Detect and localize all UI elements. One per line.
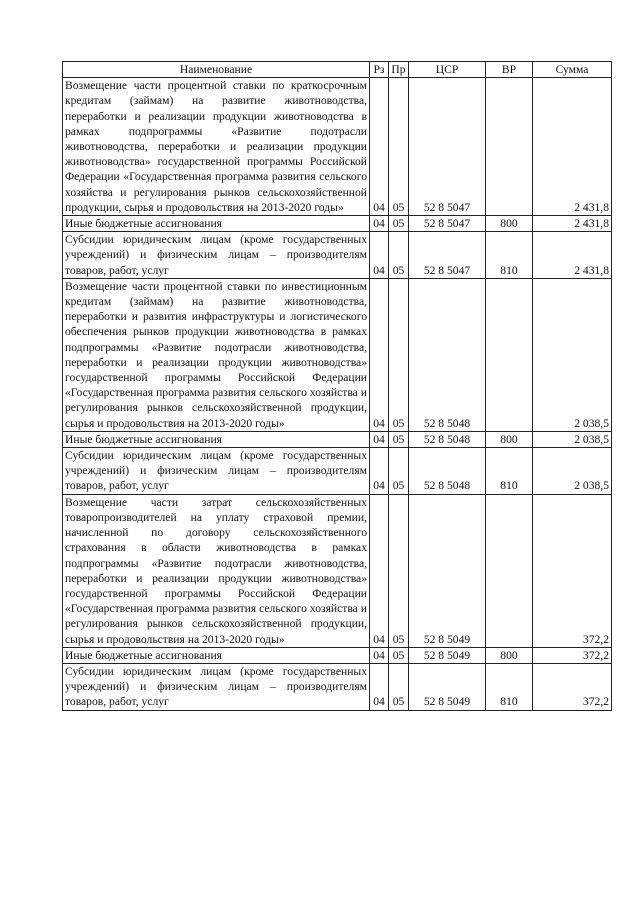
table-row [63, 494, 612, 647]
row-sum: 2 038,5 [533, 278, 612, 431]
row-rz: 04 [370, 216, 389, 232]
row-rz: 04 [370, 448, 389, 495]
row-csr: 52 8 5047 [409, 216, 486, 232]
header-sum: Сумма [533, 62, 612, 78]
table-row [63, 232, 612, 279]
table-row [63, 663, 612, 710]
row-sum: 372,2 [533, 647, 612, 663]
row-csr: 52 8 5049 [409, 647, 486, 663]
table-row [63, 448, 612, 495]
row-name: Субсидии юридическим лицам (кроме государственных учреждений) и физическим лицам – производителям товаров, работ, услуг [63, 448, 370, 495]
table-row [63, 647, 612, 663]
row-name: Иные бюджетные ассигнования [63, 647, 370, 663]
row-csr: 52 8 5047 [409, 78, 486, 216]
row-sum: 372,2 [533, 663, 612, 710]
row-csr: 52 8 5049 [409, 663, 486, 710]
row-csr: 52 8 5049 [409, 494, 486, 647]
row-pr: 05 [389, 216, 409, 232]
row-rz: 04 [370, 647, 389, 663]
row-rz: 04 [370, 278, 389, 431]
row-pr: 05 [389, 647, 409, 663]
row-sum: 2 431,8 [533, 216, 612, 232]
row-rz: 04 [370, 663, 389, 710]
row-csr: 52 8 5048 [409, 278, 486, 431]
table-row [63, 431, 612, 447]
row-sum: 2 038,5 [533, 431, 612, 447]
row-name: Иные бюджетные ассигнования [63, 431, 370, 447]
row-vr [486, 494, 533, 647]
row-pr: 05 [389, 494, 409, 647]
row-name: Иные бюджетные ассигнования [63, 216, 370, 232]
row-vr: 810 [486, 448, 533, 495]
row-name: Возмещение части процентной ставки по краткосрочным кредитам (займам) на развитие животноводства, переработки и реализации продукции животноводства в рамках подпрограммы «Развитие подотрасли животноводства, переработки и реализации продукции животноводства» государственной программы Российской Федерации «Государственная программа развития сельского хозяйства и регулирования рынков сельскохозяйственной продукции, сырья и продовольствия на 2013-2020 годы» [63, 78, 370, 216]
row-sum: 2 038,5 [533, 448, 612, 495]
row-vr: 810 [486, 663, 533, 710]
row-name: Возмещение части затрат сельскохозяйственных товаропроизводителей на уплату страховой премии, начисленной по договору сельскохозяйственного страхования в области животноводства в рамках подпрограммы «Развитие подотрасли животноводства, переработки и реализации продукции животноводства» государственной программы Российской Федерации «Государственная программа развития сельского хозяйства и регулирования рынков сельскохозяйственной продукции, сырья и продовольствия на 2013-2020 годы» [63, 494, 370, 647]
row-name: Субсидии юридическим лицам (кроме государственных учреждений) и физическим лицам – производителям товаров, работ, услуг [63, 663, 370, 710]
row-pr: 05 [389, 232, 409, 279]
row-sum: 372,2 [533, 494, 612, 647]
row-vr [486, 278, 533, 431]
header-csr: ЦСР [409, 62, 486, 78]
row-csr: 52 8 5048 [409, 431, 486, 447]
row-rz: 04 [370, 494, 389, 647]
row-pr: 05 [389, 431, 409, 447]
table-row [63, 278, 612, 431]
row-sum: 2 431,8 [533, 232, 612, 279]
row-name: Возмещение части процентной ставки по инвестиционным кредитам (займам) на развитие животноводства, переработки и развития инфраструктуры и логистического обеспечения рынков продукции животноводства в рамках подпрограммы «Развитие подотрасли животноводства, переработки и реализации продукции животноводства» государственной программы Российской Федерации «Государственная программа развития сельского хозяйства и регулирования рынков сельскохозяйственной продукции, сырья и продовольствия на 2013-2020 годы» [63, 278, 370, 431]
row-sum: 2 431,8 [533, 78, 612, 216]
budget-table [62, 61, 612, 711]
header-vr: ВР [486, 62, 533, 78]
row-rz: 04 [370, 431, 389, 447]
row-vr: 800 [486, 647, 533, 663]
row-vr: 800 [486, 216, 533, 232]
row-pr: 05 [389, 278, 409, 431]
row-vr: 800 [486, 431, 533, 447]
row-pr: 05 [389, 663, 409, 710]
row-csr: 52 8 5048 [409, 448, 486, 495]
row-csr: 52 8 5047 [409, 232, 486, 279]
table-header [63, 62, 612, 78]
row-rz: 04 [370, 232, 389, 279]
header-row [63, 62, 612, 78]
header-name: Наименование [63, 62, 370, 78]
header-rz: Рз [370, 62, 389, 78]
table-row [63, 78, 612, 216]
row-pr: 05 [389, 448, 409, 495]
row-vr [486, 78, 533, 216]
table-row [63, 216, 612, 232]
header-pr: Пр [389, 62, 409, 78]
row-pr: 05 [389, 78, 409, 216]
row-vr: 810 [486, 232, 533, 279]
row-name: Субсидии юридическим лицам (кроме государственных учреждений) и физическим лицам – производителям товаров, работ, услуг [63, 232, 370, 279]
row-rz: 04 [370, 78, 389, 216]
